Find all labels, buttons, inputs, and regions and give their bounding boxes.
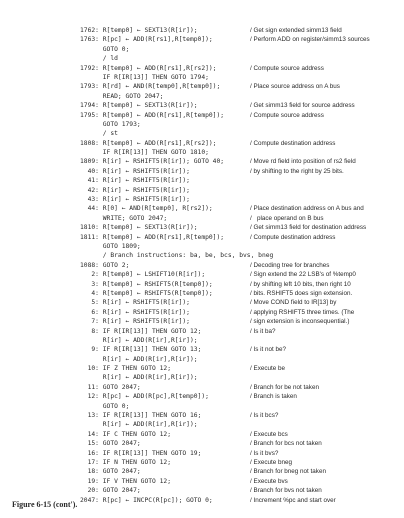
code-text: R[ir] ← ADD(R[ir],R[ir]);: [80, 336, 198, 344]
code-text: 7: R[ir] ← RSHIFT5(R[ir]);: [80, 318, 190, 326]
code-text: R[ir] ← ADD(R[ir],R[ir]);: [80, 421, 198, 429]
comment-text: / Branch is taken: [250, 393, 297, 401]
listing-line: [0, 458, 404, 467]
listing-line: [0, 270, 404, 279]
code-text: 1808: R[temp0] ← ADD(R[rs1],R[rs2]);: [80, 139, 217, 147]
listing-line: [0, 139, 404, 148]
code-text: / ld: [80, 55, 118, 63]
code-text: 1809: R[ir] ← RSHIFT5(R[ir]); GOTO 40;: [80, 158, 225, 166]
code-text: 2: R[temp0] ← LSHIFT10(R[ir]);: [80, 271, 206, 279]
code-text: 1810: R[temp0] ← SEXT13(R[ir]);: [80, 224, 198, 232]
listing-line: [0, 383, 404, 392]
listing-line: [0, 176, 404, 185]
comment-text: / Is it ba?: [250, 327, 276, 335]
listing-line: [0, 467, 404, 476]
listing-line: [0, 261, 404, 270]
code-text: 40: R[ir] ← RSHIFT5(R[ir]);: [80, 167, 190, 175]
code-text: GOTO 0;: [80, 45, 130, 53]
comment-text: / Compute destination address: [250, 139, 336, 147]
code-text: 17: IF N THEN GOTO 12;: [80, 458, 171, 466]
code-text: 11: GOTO 2047;: [80, 383, 141, 391]
listing-line: [0, 233, 404, 242]
listing-line: [0, 373, 404, 382]
code-text: 19: IF V THEN GOTO 12;: [80, 477, 171, 485]
listing-line: [0, 308, 404, 317]
code-text: 42: R[ir] ← RSHIFT5(R[ir]);: [80, 186, 190, 194]
comment-text: / Execute bvs: [250, 477, 288, 485]
listing-line: [0, 92, 404, 101]
listing-line: [0, 35, 404, 44]
code-text: 18: GOTO 2047;: [80, 468, 141, 476]
comment-text: / Execute bcs: [250, 430, 288, 438]
comment-text: / Execute be: [250, 365, 286, 373]
comment-text: / Place destination address on A bus and: [250, 205, 364, 213]
code-text: IF R[IR[13]] THEN GOTO 1794;: [80, 73, 209, 81]
comment-text: / Branch for be not taken: [250, 383, 319, 391]
listing-line: [0, 101, 404, 110]
code-text: 43: R[ir] ← RSHIFT5(R[ir]);: [80, 196, 190, 204]
listing-line: [0, 336, 404, 345]
comment-text: / Perform ADD on register/simm13 sources: [250, 36, 370, 44]
figure-caption: Figure 6-15 (cont').: [12, 500, 78, 509]
listing-line: [0, 148, 404, 157]
listing-line: [0, 64, 404, 73]
code-text: 44: R[0] ← AND(R[temp0], R[rs2]);: [80, 205, 213, 213]
code-text: 1793: R[rd] ← AND(R[temp0],R[temp0]);: [80, 83, 221, 91]
code-text: WRITE; GOTO 2047;: [80, 214, 168, 222]
code-text: 13: IF R[IR[13]] THEN GOTO 16;: [80, 412, 202, 420]
comment-text: / place operand on B bus: [250, 214, 324, 222]
listing-line: [0, 345, 404, 354]
listing-line: [0, 111, 404, 120]
listing-line: [0, 26, 404, 35]
listing-line: [0, 317, 404, 326]
comment-text: / by shifting left 10 bits, then right 10: [250, 280, 351, 288]
code-text: 5: R[ir] ← RSHIFT5(R[ir]);: [80, 299, 190, 307]
comment-text: / sign extension is inconsequential.): [250, 318, 350, 326]
listing-line: [0, 223, 404, 232]
listing-line: [0, 402, 404, 411]
comment-text: / Branch for bcs not taken: [250, 440, 322, 448]
code-text: 1762: R[temp0] ← SEXT13(R[ir]);: [80, 27, 198, 34]
listing-line: [0, 186, 404, 195]
code-text: IF R[IR[13]] THEN GOTO 1810;: [80, 149, 209, 157]
code-text: 41: R[ir] ← RSHIFT5(R[ir]);: [80, 177, 190, 185]
code-text: 20: GOTO 2047;: [80, 487, 141, 495]
listing-line: [0, 54, 404, 63]
listing-line: [0, 120, 404, 129]
listing-line: [0, 167, 404, 176]
code-text: 15: GOTO 2047;: [80, 440, 141, 448]
code-text: 1795: R[temp0] ← ADD(R[rs1],R[temp0]);: [80, 111, 225, 119]
listing-line: [0, 392, 404, 401]
comment-text: / Get sign extended simm13 field: [250, 27, 342, 34]
code-text: 1794: R[temp0] ← SEXT13(R[ir]);: [80, 102, 198, 110]
comment-text: / Decoding tree for branches: [250, 261, 330, 269]
comment-text: / Get simm13 field for source address: [250, 102, 355, 110]
code-text: 1792: R[temp0] ← ADD(R[rs1],R[rs2]);: [80, 64, 217, 72]
listing-line: [0, 214, 404, 223]
comment-text: / Compute destination address: [250, 233, 336, 241]
code-text: GOTO 1809;: [80, 242, 141, 250]
listing-line: [0, 364, 404, 373]
listing-line: [0, 280, 404, 289]
code-text: / st: [80, 130, 118, 138]
comment-text: / Execute bneg: [250, 458, 293, 466]
comment-text: / applying RSHIFT5 three times. (The: [250, 308, 355, 316]
listing-line: [0, 439, 404, 448]
comment-text: / Increment %pc and start over: [250, 496, 336, 504]
comment-text: / Get simm13 field for destination address: [250, 224, 367, 232]
code-text: 12: R[pc] ← ADD(R[pc],R[temp0]);: [80, 393, 209, 401]
listing-line: [0, 477, 404, 486]
listing-line: [0, 242, 404, 251]
listing-line: [0, 45, 404, 54]
listing-line: [0, 129, 404, 138]
listing-line: [0, 355, 404, 364]
code-text: 6: R[ir] ← RSHIFT5(R[ir]);: [80, 308, 190, 316]
listing-line: [0, 449, 404, 458]
code-text: 8: IF R[IR[13]] THEN GOTO 12;: [80, 327, 202, 335]
code-text: 1811: R[temp0] ← ADD(R[rs1],R[temp0]);: [80, 233, 225, 241]
comment-text: / Move rd field into position of rs2 field: [250, 158, 356, 166]
listing-line: [0, 157, 404, 166]
code-text: 2047: R[pc] ← INCPC(R[pc]); GOTO 0;: [80, 496, 213, 504]
code-text: 4: R[temp0] ← RSHIFT5(R[temp0]);: [80, 289, 213, 297]
code-text: R[ir] ← ADD(R[ir],R[ir]);: [80, 355, 198, 363]
comment-text: / Is it bvs?: [250, 449, 279, 457]
code-text: 16: IF R[IR[13]] THEN GOTO 19;: [80, 449, 202, 457]
listing-line: [0, 289, 404, 298]
listing-line: [0, 430, 404, 439]
microcode-listing: [0, 26, 404, 505]
code-text: R[ir] ← ADD(R[ir],R[ir]);: [80, 374, 198, 382]
comment-text: / Branch for bneg not taken: [250, 468, 326, 476]
code-text: 14: IF C THEN GOTO 12;: [80, 430, 171, 438]
listing-line: [0, 420, 404, 429]
code-text: 3: R[temp0] ← RSHIFT5(R[temp0]);: [80, 280, 213, 288]
code-text: GOTO 1793;: [80, 120, 141, 128]
comment-text: / Move COND field to IR[13] by: [250, 299, 337, 307]
listing-line: [0, 73, 404, 82]
comment-text: / Compute source address: [250, 64, 324, 72]
code-text: 1763: R[pc] ← ADD(R[rs1],R[temp0]);: [80, 36, 213, 44]
listing-line: [0, 298, 404, 307]
comment-text: / Place source address on A bus: [250, 83, 340, 91]
code-text: / Branch instructions: ba, be, bcs, bvs, bneg: [80, 252, 274, 260]
comment-text: / Sign extend the 22 LSB's of %temp0: [250, 271, 356, 279]
comment-text: / Compute source address: [250, 111, 324, 119]
comment-text: / Branch for bvs not taken: [250, 487, 322, 495]
listing-line: [0, 204, 404, 213]
listing-line: [0, 251, 404, 260]
listing-line: [0, 327, 404, 336]
listing-line: [0, 195, 404, 204]
code-text: GOTO 0;: [80, 402, 130, 410]
comment-text: / Is it bcs?: [250, 412, 279, 420]
comment-text: / by shifting to the right by 25 bits.: [250, 167, 344, 175]
code-text: 9: IF R[IR[13]] THEN GOTO 13;: [80, 346, 202, 354]
listing-line: [0, 486, 404, 495]
code-text: 10: IF Z THEN GOTO 12;: [80, 365, 171, 373]
code-text: READ; GOTO 2047;: [80, 92, 164, 100]
comment-text: / bits. RSHIFT5 does sign extension.: [250, 289, 353, 297]
listing-line: [0, 82, 404, 91]
code-text: 1088: GOTO 2;: [80, 261, 130, 269]
comment-text: / Is it not be?: [250, 346, 287, 354]
listing-line: [0, 411, 404, 420]
